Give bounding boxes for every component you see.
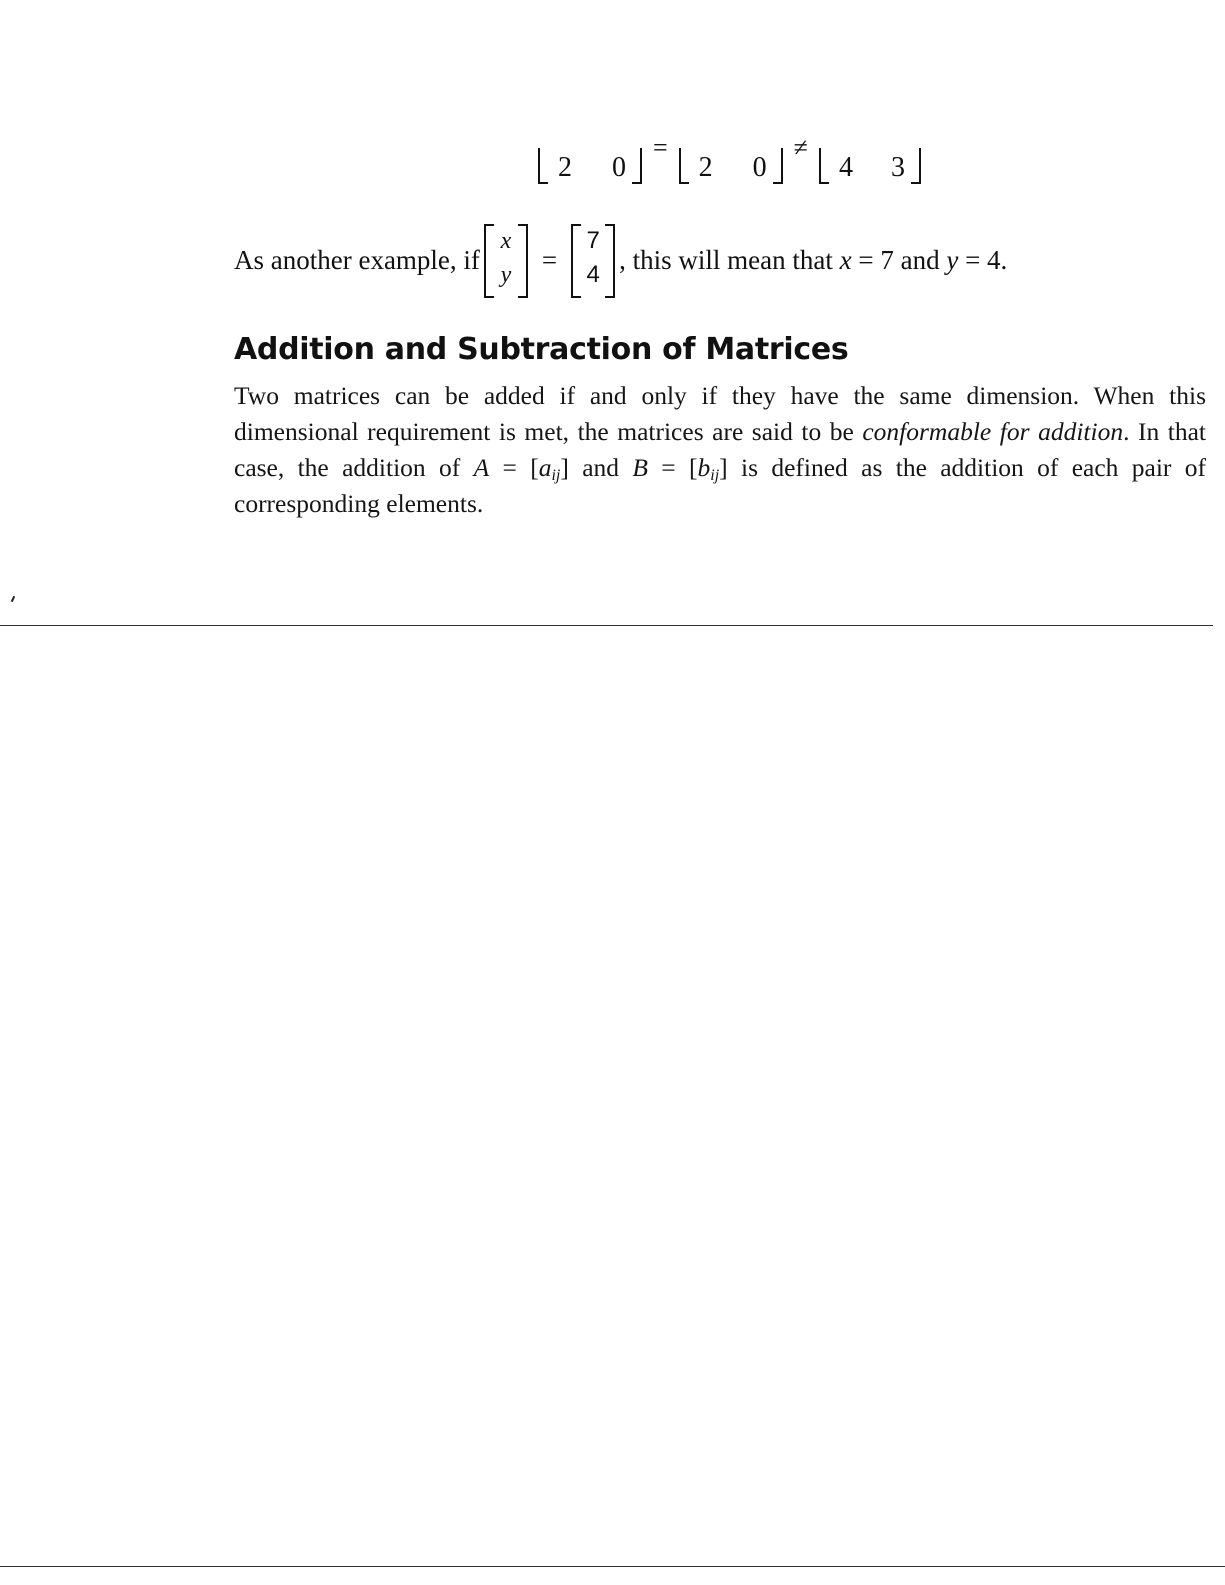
para-mid: ] and — [560, 453, 633, 482]
eq-A: = [ — [489, 453, 539, 482]
matrix-1 — [538, 140, 642, 184]
matrix-equation-row — [538, 133, 921, 192]
matrix-3-cell-2: 3 — [890, 152, 905, 183]
vector-equals: = — [541, 244, 558, 275]
page-divider — [0, 625, 1213, 626]
column-vector-74 — [571, 224, 615, 296]
scan-mark — [11, 596, 15, 602]
matrix-2-cell-1: 2 — [698, 152, 713, 183]
equals-operator: = — [653, 133, 668, 162]
example-suffix: , this will mean that — [619, 244, 840, 275]
matrix-2-cell-2: 0 — [752, 152, 767, 183]
section-heading: Addition and Subtraction of Matrices — [234, 332, 849, 367]
var-x: x — [839, 244, 852, 275]
para-text-2: . In that case, the addition of — [234, 417, 1206, 482]
eq-B: = [ — [647, 453, 698, 482]
matrix-1-cell-1: 2 — [558, 152, 572, 183]
vector-entry-7: 7 — [586, 227, 600, 254]
matrix-3-cell-1: 4 — [838, 152, 853, 183]
para-text-3: ] is defined as the addition of each pair of corresponding elements. — [234, 453, 1206, 518]
eq-y: = 4. — [958, 244, 1008, 275]
example-prefix: As another example, if — [234, 244, 480, 275]
var-y: y — [946, 244, 959, 275]
eq-x: = 7 and — [851, 244, 947, 275]
var-b: b — [697, 453, 711, 482]
para-text-1: Two matrices can be added if and only if they have the same dimension. When this dimensional requirement is met, the matrices are said to be — [234, 381, 1206, 446]
var-a: a — [538, 453, 552, 482]
var-B: B — [632, 453, 648, 482]
vector-entry-x: x — [500, 228, 512, 254]
not-equal-operator: ≠ — [793, 133, 808, 162]
matrix-1-cell-2: 0 — [612, 152, 626, 183]
column-vector-xy — [484, 224, 528, 296]
var-A: A — [473, 453, 490, 482]
para-term: conformable for addition — [862, 417, 1124, 446]
matrix-2 — [679, 140, 783, 184]
bottom-divider — [0, 1566, 1225, 1567]
matrix-3 — [819, 140, 921, 184]
example-line — [234, 222, 1007, 298]
subscript-ij-a: ij — [551, 467, 561, 484]
vector-entry-y: y — [500, 262, 512, 288]
body-paragraph — [234, 378, 1206, 522]
subscript-ij-b: ij — [710, 467, 720, 484]
vector-entry-4: 4 — [586, 261, 600, 288]
